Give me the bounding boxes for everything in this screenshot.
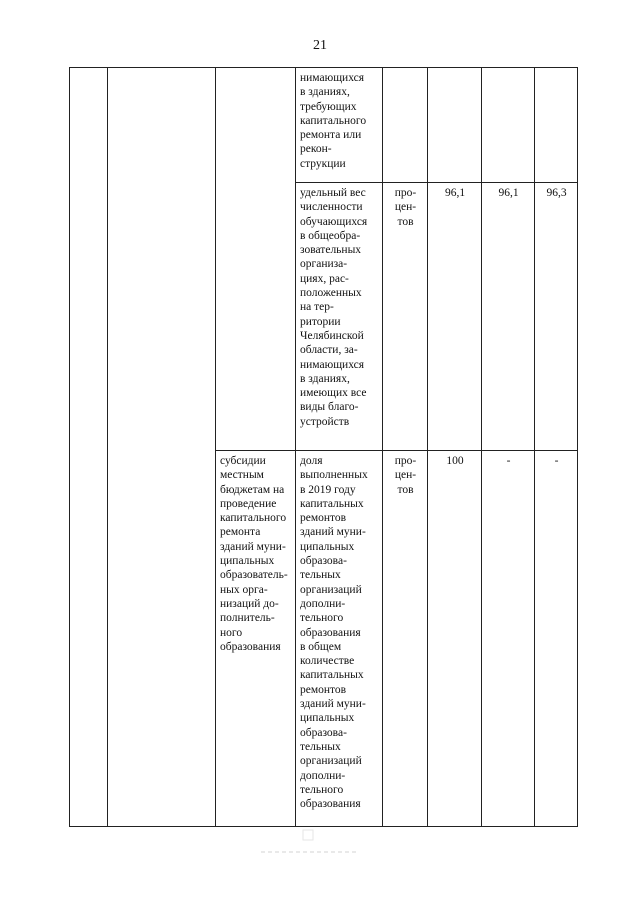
page-number: 21 [313,38,327,53]
value-cell [535,68,578,183]
unit-cell: про- цен- тов [383,183,428,451]
unit-cell: про- цен- тов [383,451,428,827]
table-cell-measure [216,68,296,451]
value-cell: 100 [428,451,482,827]
indicator-cell: удельный вес численности обучающихся в общеобра- зовательных организа- циях, рас- положенных на тер- ритории Челябинской области, за- нимающихся в зданиях, имеющих все виды благо- устройств [296,183,383,451]
value-cell [482,68,535,183]
faint-stamp-mark [255,828,365,862]
indicator-cell: нимающихся в зданиях, требующих капитального ремонта или рекон- струкции [296,68,383,183]
table-row [70,68,578,183]
value-cell: 96,1 [428,183,482,451]
value-cell: - [535,451,578,827]
unit-cell [383,68,428,183]
measure-cell: субсидии местным бюджетам на проведение капитального ремонта зданий муни- ципальных образователь- ных орга- низаций до- полнитель- ного образования [216,451,296,827]
value-cell [428,68,482,183]
indicators-table [69,67,578,827]
indicator-cell: доля выполненных в 2019 году капитальных ремонтов зданий муни- ципальных образова- тельных организаций дополни- тельного образования в общем количестве капитальных ремонтов зданий муни- ципальных образова- тельных организаций дополни- тельного образования [296,451,383,827]
value-cell: - [482,451,535,827]
table-cell-number [70,68,108,827]
value-cell: 96,3 [535,183,578,451]
table-cell-program [108,68,216,827]
value-cell: 96,1 [482,183,535,451]
